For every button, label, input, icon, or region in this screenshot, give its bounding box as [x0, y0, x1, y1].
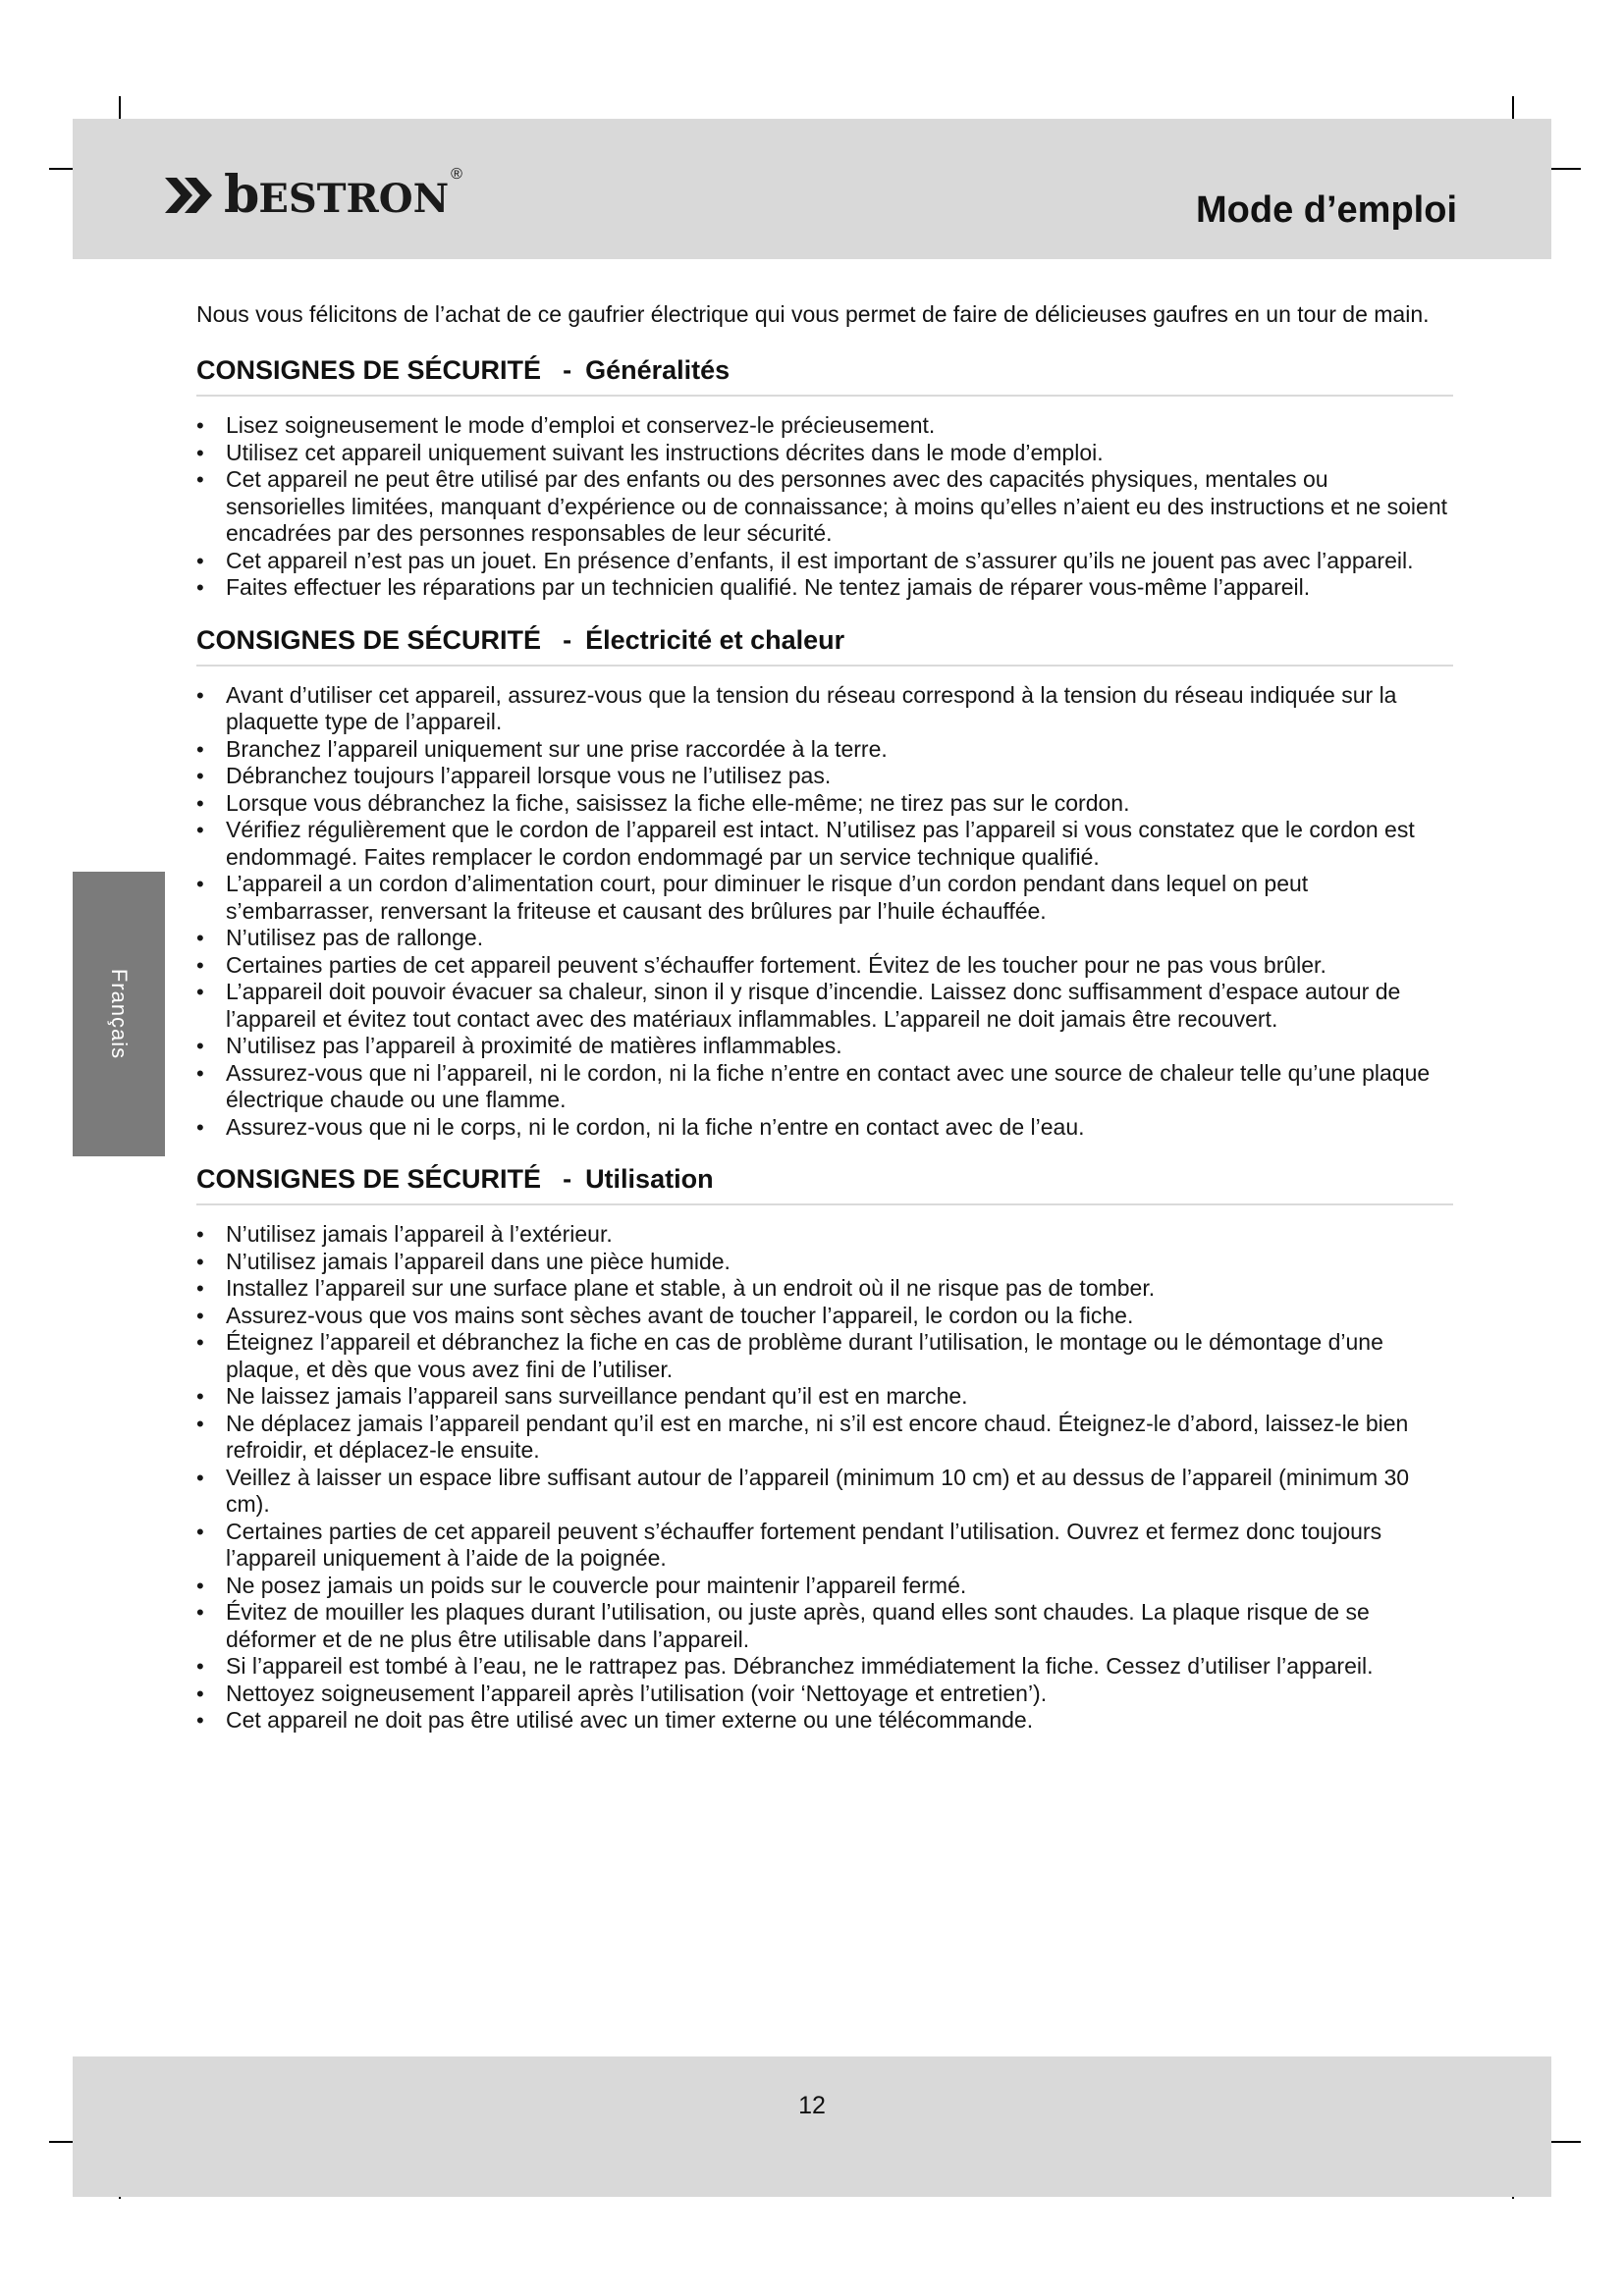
brand-logo — [163, 165, 462, 225]
list-item: • Assurez-vous que ni l’appareil, ni le cordon, ni la fiche n’entre en contact avec une source de chaleur telle qu’une plaque électrique chaude ou une flamme. — [196, 1060, 1453, 1114]
list-item: • Branchez l’appareil uniquement sur une prise raccordée à la terre. — [196, 736, 1453, 764]
section-heading-general — [196, 353, 1453, 397]
list-item: • Éteignez l’appareil et débranchez la fiche en cas de problème durant l’utilisation, le montage ou le démontage d’une plaque, et dès que vous avez fini de l’utiliser. — [196, 1329, 1453, 1383]
list-item: • Installez l’appareil sur une surface plane et stable, à un endroit où il ne risque pas de tomber. — [196, 1275, 1453, 1303]
list-item: • Lisez soigneusement le mode d’emploi et conservez-le précieusement. — [196, 412, 1453, 440]
list-item: • Certaines parties de cet appareil peuvent s’échauffer fortement pendant l’utilisation. Ouvrez et fermez donc toujours l’appareil uniquement à l’aide de la poignée. — [196, 1519, 1453, 1573]
section-heading-subtitle: Utilisation — [585, 1164, 714, 1194]
list-item: • Assurez-vous que vos mains sont sèches avant de toucher l’appareil, le cordon ou la fiche. — [196, 1303, 1453, 1330]
list-item: • Vérifiez régulièrement que le cordon de l’appareil est intact. N’utilisez pas l’appareil si vous constatez que le cordon est endommagé. Faites remplacer le cordon endommagé par un service technique qualifié. — [196, 817, 1453, 871]
list-item: • Assurez-vous que ni le corps, ni le cordon, ni la fiche n’entre en contact avec de l’eau. — [196, 1114, 1453, 1142]
electricity-safety-list — [196, 682, 1453, 1142]
list-item: • N’utilisez jamais l’appareil à l’extérieur. — [196, 1221, 1453, 1249]
list-item: • Avant d’utiliser cet appareil, assurez-vous que la tension du réseau correspond à la tension du réseau indiquée sur la plaquette type de l’appareil. — [196, 682, 1453, 736]
section-heading-title: CONSIGNES DE SÉCURITÉ — [196, 1164, 542, 1194]
section-heading-title: CONSIGNES DE SÉCURITÉ — [196, 624, 542, 655]
section-heading-separator: - — [563, 624, 572, 655]
section-heading-subtitle: Électricité et chaleur — [585, 624, 845, 655]
list-item: • Certaines parties de cet appareil peuvent s’échauffer fortement. Évitez de les toucher pour ne pas vous brûler. — [196, 952, 1453, 980]
list-item: • Utilisez cet appareil uniquement suivant les instructions décrites dans le mode d’emploi. — [196, 440, 1453, 467]
page-number: 12 — [798, 2092, 826, 2119]
list-item: • Cet appareil n’est pas un jouet. En présence d’enfants, il est important de s’assurer qu’ils ne jouent pas avec l’appareil. — [196, 548, 1453, 575]
brand-wordmark: bESTRON — [224, 165, 450, 225]
section-heading-electricity — [196, 623, 1453, 667]
registered-mark: ® — [451, 166, 462, 183]
section-heading-usage — [196, 1162, 1453, 1205]
page-title: Mode d’emploi — [1196, 189, 1457, 231]
list-item: • Ne laissez jamais l’appareil sans surveillance pendant qu’il est en marche. — [196, 1383, 1453, 1411]
list-item: • Évitez de mouiller les plaques durant l’utilisation, ou juste après, quand elles sont chaudes. La plaque risque de se déformer et de ne plus être utilisable dans l’appareil. — [196, 1599, 1453, 1653]
list-item: • Débranchez toujours l’appareil lorsque vous ne l’utilisez pas. — [196, 763, 1453, 790]
page-header — [73, 119, 1551, 259]
list-item: • Nettoyez soigneusement l’appareil après l’utilisation (voir ‘Nettoyage et entretien’). — [196, 1681, 1453, 1708]
list-item: • Ne déplacez jamais l’appareil pendant qu’il est en marche, ni s’il est encore chaud. Éteignez-le d’abord, laissez-le bien refroidir, et déplacez-le ensuite. — [196, 1411, 1453, 1465]
list-item: • Ne posez jamais un poids sur le couvercle pour maintenir l’appareil fermé. — [196, 1573, 1453, 1600]
general-safety-list — [196, 412, 1453, 602]
list-item: • Si l’appareil est tombé à l’eau, ne le rattrapez pas. Débranchez immédiatement la fiche. Cessez d’utiliser l’appareil. — [196, 1653, 1453, 1681]
list-item: • Veillez à laisser un espace libre suffisant autour de l’appareil (minimum 10 cm) et au dessus de l’appareil (minimum 30 cm). — [196, 1465, 1453, 1519]
list-item: • Cet appareil ne peut être utilisé par des enfants ou des personnes avec des capacités physiques, mentales ou sensorielles limitées, manquant d’expérience ou de connaissance; à moins qu’elles n’aient eu des instructions et ne soient encadrées par des personnes responsables de leur sécurité. — [196, 466, 1453, 548]
section-heading-separator: - — [563, 1164, 572, 1194]
usage-safety-list — [196, 1221, 1453, 1735]
section-heading-separator: - — [563, 355, 572, 385]
list-item: • L’appareil doit pouvoir évacuer sa chaleur, sinon il y risque d’incendie. Laissez donc suffisamment d’espace autour de l’appareil et évitez tout contact avec des matériaux inflammables. L’appareil ne doit jamais être recouvert. — [196, 979, 1453, 1033]
list-item: • Faites effectuer les réparations par un technicien qualifié. Ne tentez jamais de réparer vous-même l’appareil. — [196, 574, 1453, 602]
list-item: • N’utilisez pas l’appareil à proximité de matières inflammables. — [196, 1033, 1453, 1060]
section-heading-subtitle: Généralités — [585, 355, 731, 385]
list-item: • N’utilisez jamais l’appareil dans une pièce humide. — [196, 1249, 1453, 1276]
chevrons-icon — [163, 174, 220, 217]
language-tab — [73, 872, 165, 1156]
list-item: • N’utilisez pas de rallonge. — [196, 925, 1453, 952]
list-item: • Cet appareil ne doit pas être utilisé avec un timer externe ou une télécommande. — [196, 1707, 1453, 1735]
main-content — [196, 300, 1453, 1756]
list-item: • L’appareil a un cordon d’alimentation court, pour diminuer le risque d’un cordon pendant dans lequel on peut s’embarrasser, renversant la friteuse et causant des brûlures par l’huile échauffée. — [196, 871, 1453, 925]
list-item: • Lorsque vous débranchez la fiche, saisissez la fiche elle-même; ne tirez pas sur le cordon. — [196, 790, 1453, 818]
page-footer — [73, 2056, 1551, 2197]
section-heading-title: CONSIGNES DE SÉCURITÉ — [196, 355, 542, 385]
intro-paragraph: Nous vous félicitons de l’achat de ce gaufrier électrique qui vous permet de faire de délicieuses gaufres en un tour de main. — [196, 301, 1430, 327]
language-tab-label: Français — [107, 968, 132, 1060]
